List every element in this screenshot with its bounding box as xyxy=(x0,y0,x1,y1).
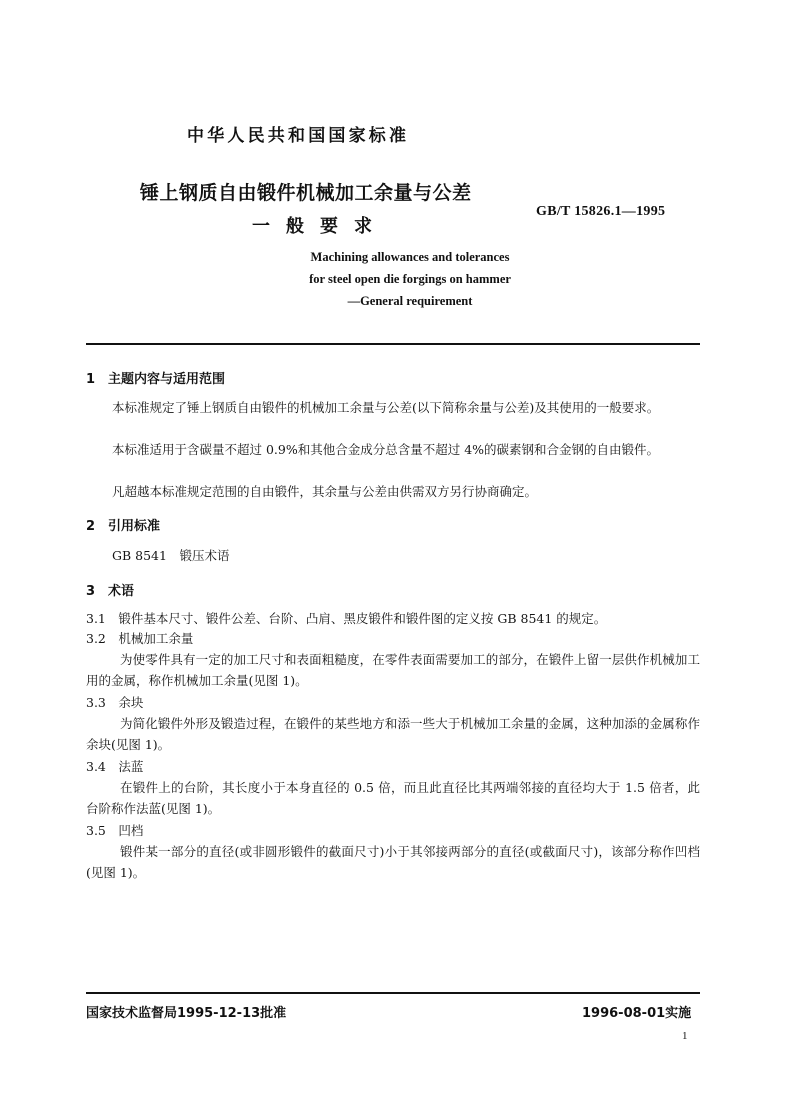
term-3-2-title: 3.2 机械加工余量 xyxy=(86,631,194,646)
standard-category-heading: 中华人民共和国国家标准 xyxy=(187,126,410,146)
term-3-5-title: 3.5 凹档 xyxy=(86,823,144,838)
implementation-date: 1996-08-01实施 xyxy=(582,1006,692,1021)
footer-divider xyxy=(86,992,700,994)
term-3-3-title: 3.3 余块 xyxy=(86,695,144,710)
term-3-1: 3.1 锻件基本尺寸、锻件公差、台阶、凸肩、黑皮锻件和锻件图的定义按 GB 8541 的规定。 xyxy=(86,611,607,626)
header-divider xyxy=(86,343,700,345)
term-3-2-definition: 为使零件具有一定的加工尺寸和表面粗糙度，在零件表面需要加工的部分，在锻件上留一层供作机械加工用的金属，称作机械加工余量(见图 1)。 xyxy=(86,652,700,688)
document-title-cn: 锤上钢质自由锻件机械加工余量与公差 xyxy=(140,182,472,204)
section-3-heading: 3 术语 xyxy=(86,584,135,599)
term-3-5-definition: 锻件某一部分的直径(或非圆形锻件的截面尺寸)小于其邻接两部分的直径(或截面尺寸)，该部分称作凹档(见图 1)。 xyxy=(86,844,700,880)
english-title-line-1: Machining allowances and tolerances xyxy=(310,250,510,264)
section-1-paragraph-2: 本标准适用于含碳量不超过 0.9%和其他合金成分总含量不超过 4%的碳素钢和合金钢的自由锻件。 xyxy=(112,442,660,457)
section-2-heading: 2 引用标准 xyxy=(86,519,161,534)
section-2-reference-item: GB 8541 锻压术语 xyxy=(112,548,230,563)
standard-number: GB/T 15826.1—1995 xyxy=(536,204,666,219)
term-3-3-definition: 为简化锻件外形及锻造过程，在锻件的某些地方和添一些大于机械加工余量的金属，这种加添的金属称作余块(见图 1)。 xyxy=(86,716,700,752)
document-subtitle-cn: 一般要求 xyxy=(252,216,388,237)
english-title-line-2: for steel open die forgings on hammer xyxy=(309,272,511,286)
english-title-line-3: —General requirement xyxy=(347,294,473,308)
section-1-paragraph-3: 凡超越本标准规定范围的自由锻件，其余量与公差由供需双方另行协商确定。 xyxy=(112,484,538,499)
section-1-heading: 1 主题内容与适用范围 xyxy=(86,372,226,387)
approval-date: 国家技术监督局1995-12-13批准 xyxy=(86,1006,287,1021)
term-3-4-definition: 在锻件上的台阶，其长度小于本身直径的 0.5 倍，而且此直径比其两端邻接的直径均大于 1.5 倍者，此台阶称作法蓝(见图 1)。 xyxy=(86,780,700,816)
term-3-4-title: 3.4 法蓝 xyxy=(86,759,144,774)
page-number: 1 xyxy=(682,1030,688,1042)
section-1-paragraph-1: 本标准规定了锤上钢质自由锻件的机械加工余量与公差(以下简称余量与公差)及其使用的一般要求。 xyxy=(112,400,660,415)
